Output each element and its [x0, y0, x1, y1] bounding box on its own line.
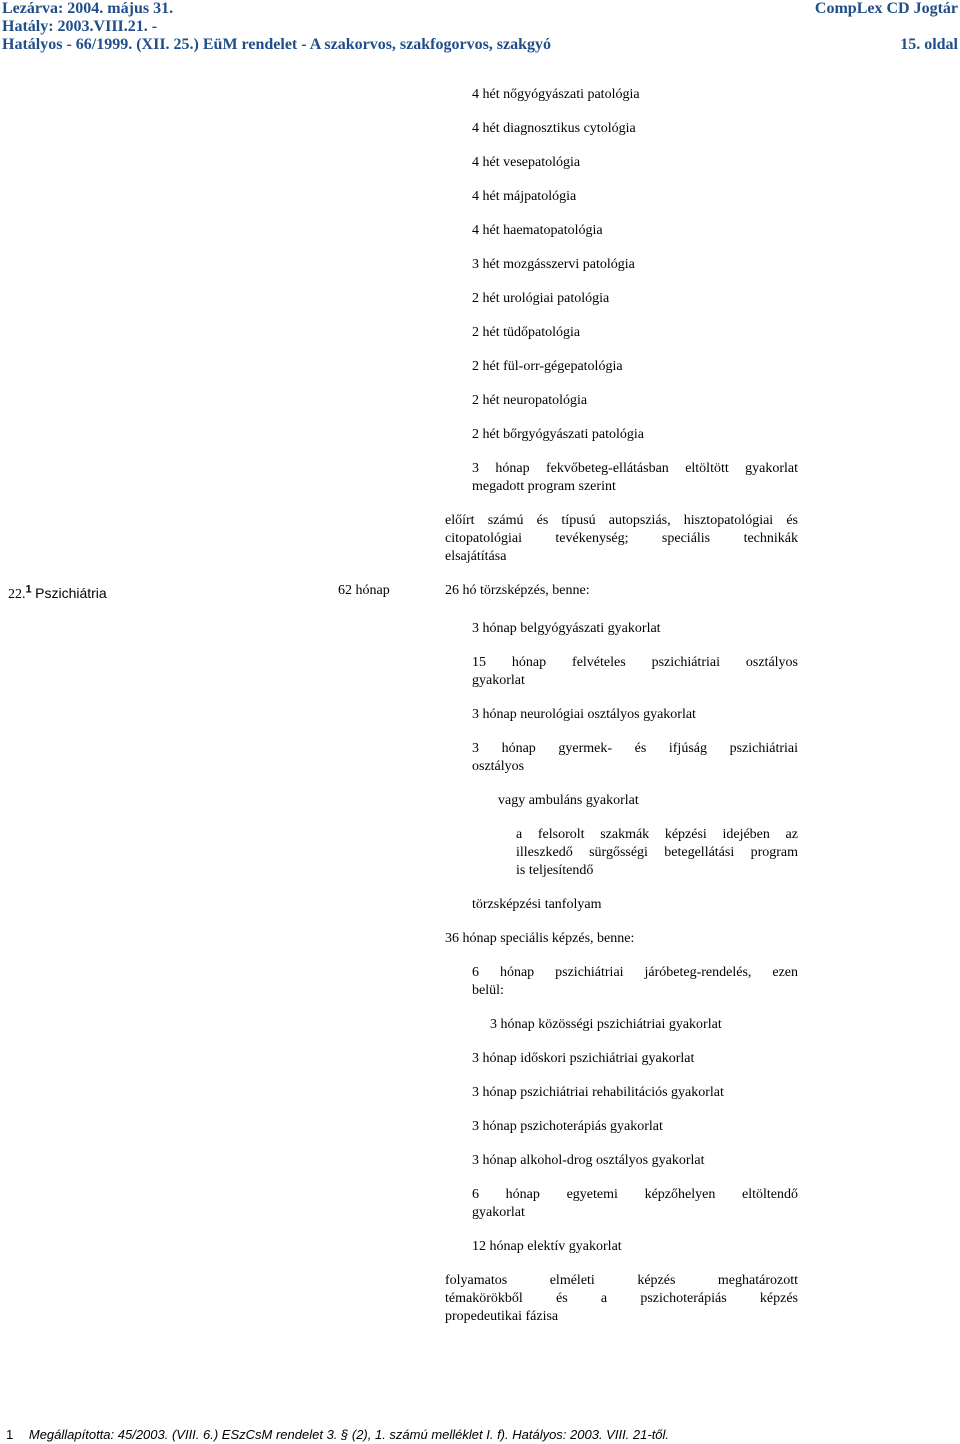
eloirt-line-2: citopatológiai tevékenység; speciális technikák: [445, 531, 798, 546]
brand-name: CompLex CD Jogtár: [814, 0, 958, 17]
list-item: illeszkedő sürgősségi betegellátási program: [516, 845, 798, 860]
list-item: 2 hét bőrgyógyászati patológia: [472, 427, 644, 442]
list-item: 4 hét diagnosztikus cytológia: [472, 121, 636, 136]
list-item: 3 hónap alkohol-drog osztályos gyakorlat: [472, 1153, 705, 1168]
list-item: 6 hónap egyetemi képzőhelyen eltöltendő: [472, 1187, 798, 1202]
list-item: 2 hét neuropatológia: [472, 393, 588, 408]
list-item: 3 hónap pszichiátriai rehabilitációs gyakorlat: [472, 1085, 724, 1100]
list-item: 12 hónap elektív gyakorlat: [472, 1239, 622, 1254]
list-item: 2 hét tüdőpatológia: [472, 325, 581, 340]
list-item: 3 hónap neurológiai osztályos gyakorlat: [472, 707, 696, 722]
list-item: 6 hónap pszichiátriai járóbeteg-rendelés, ezen: [472, 965, 798, 980]
list-item: propedeutikai fázisa: [445, 1309, 559, 1324]
list-item: vagy ambuláns gyakorlat: [498, 793, 639, 808]
list-item: osztályos: [472, 759, 525, 774]
specialis-heading: 36 hónap speciális képzés, benne:: [445, 931, 635, 946]
list-item: belül:: [472, 983, 504, 998]
list-item: is teljesítendő: [516, 863, 594, 878]
footnote-number: 1: [6, 1427, 14, 1442]
list-item: 3 hónap gyermek- és ifjúság pszichiátriai: [472, 741, 798, 756]
document-title: Hatályos - 66/1999. (XII. 25.) EüM rendelet - A szakorvos, szakfogorvos, szakgyó: [2, 36, 552, 53]
fekvo-line-2: megadott program szerint: [472, 479, 616, 494]
list-item: 3 hónap közösségi pszichiátriai gyakorlat: [490, 1017, 722, 1032]
footnote-mark[interactable]: 1: [25, 583, 32, 596]
list-item: 3 hónap belgyógyászati gyakorlat: [472, 621, 661, 636]
entry-number: [8, 584, 107, 604]
list-item: gyakorlat: [472, 673, 525, 688]
list-item: 2 hét urológiai patológia: [472, 291, 610, 306]
footnote: [6, 1427, 669, 1443]
list-item: 4 hét májpatológia: [472, 189, 577, 204]
list-item: folyamatos elméleti képzés meghatározott: [445, 1273, 798, 1288]
list-item: gyakorlat: [472, 1205, 525, 1220]
list-item: 2 hét fül-orr-gégepatológia: [472, 359, 623, 374]
entry-number-text: 22.: [8, 587, 26, 602]
list-item: 3 hónap időskori pszichiátriai gyakorlat: [472, 1051, 695, 1066]
lock-date: Lezárva: 2004. május 31.: [2, 0, 174, 17]
list-item: 4 hét haematopatológia: [472, 223, 603, 238]
list-item: a felsorolt szakmák képzési idejében az: [516, 827, 798, 842]
list-item: 4 hét vesepatológia: [472, 155, 581, 170]
list-item: 15 hónap felvételes pszichiátriai osztályos: [472, 655, 798, 670]
entry-name: Pszichiátria: [35, 585, 107, 601]
eloirt-line-1: előírt számú és típusú autopsziás, hisztopatológiai és: [445, 513, 798, 528]
fekvo-line-1: 3 hónap fekvőbeteg-ellátásban eltöltött gyakorlat: [472, 461, 798, 476]
eloirt-line-3: elsajátítása: [445, 549, 507, 564]
list-item: témakörökből és a pszichoterápiás képzés: [445, 1291, 798, 1306]
effect-date: Hatály: 2003.VIII.21. -: [2, 18, 158, 35]
list-item: 3 hét mozgásszervi patológia: [472, 257, 635, 272]
torzs-heading: 26 hó törzsképzés, benne:: [445, 583, 590, 598]
list-item: törzsképzési tanfolyam: [472, 897, 602, 912]
footnote-text: Megállapította: 45/2003. (VIII. 6.) ESzCsM rendelet 3. § (2), 1. számú melléklet I. f). Hatályos: 2003. VIII. 21-től.: [28, 1427, 670, 1442]
list-item: 3 hónap pszichoterápiás gyakorlat: [472, 1119, 663, 1134]
page-number: 15. oldal: [900, 36, 958, 53]
list-item: 4 hét nőgyógyászati patológia: [472, 87, 640, 102]
entry-duration: 62 hónap: [338, 583, 390, 598]
